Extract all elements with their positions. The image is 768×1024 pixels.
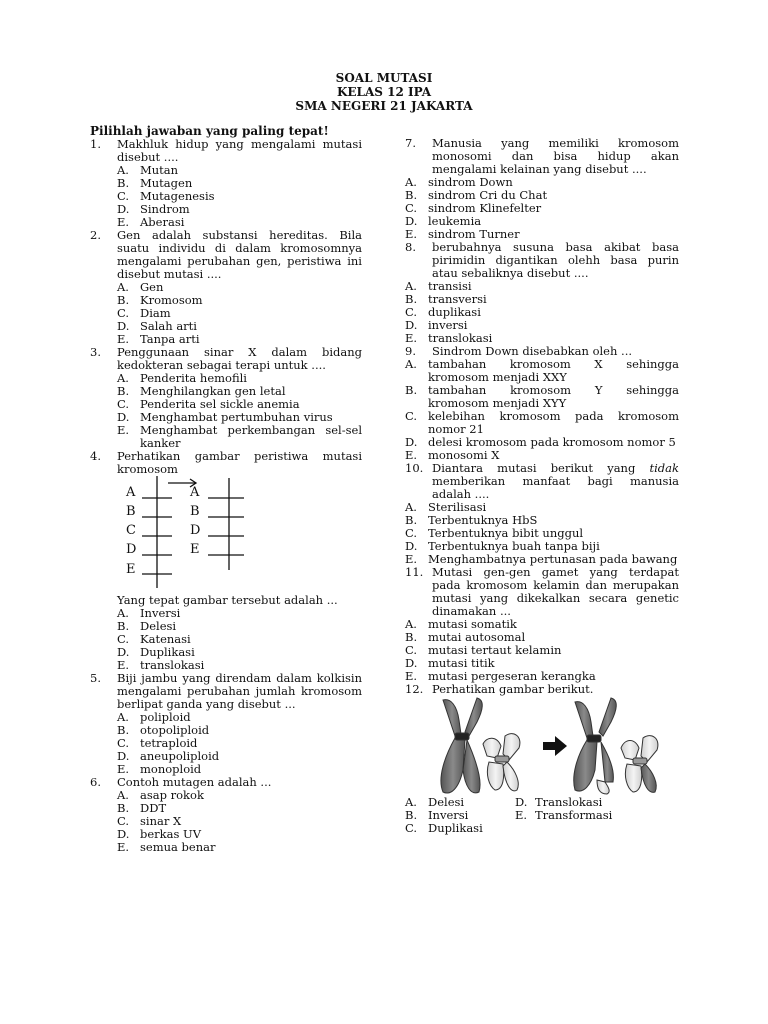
option-text: Terbentuknya HbS [428, 513, 538, 527]
option-text: sindrom Cri du Chat [428, 188, 548, 202]
option[interactable] [405, 384, 679, 410]
option-text: Menghambatnya pertunasan pada bawang [428, 552, 678, 566]
option[interactable] [405, 822, 515, 835]
option-text: Mutagen [140, 176, 193, 190]
option-letter: B. [405, 188, 418, 202]
option[interactable] [117, 841, 362, 854]
option-text: Tanpa arti [140, 332, 200, 346]
option-letter: B. [405, 292, 418, 306]
option-letter: E. [117, 840, 130, 854]
option-text: sindrom Klinefelter [428, 201, 542, 215]
header-class: KELAS 12 IPA [336, 85, 432, 99]
question-number: 5. [90, 671, 101, 685]
question-text: Gen adalah substansi hereditas. Bila suatu individu di dalam kromosomnya mengalami perubahan gen, peristiwa ini disebut mutasi .... [117, 228, 362, 281]
right-column [405, 125, 679, 835]
option-text: mutasi pergeseran kerangka [428, 669, 596, 683]
question-5-options [90, 711, 362, 776]
option-text: Duplikasi [428, 821, 483, 835]
option-text: Penderita sel sickle anemia [140, 397, 300, 411]
question-number: 9. [405, 344, 416, 358]
option-text: kelebihan kromosom pada kromosom nomor 21 [428, 409, 679, 436]
chromosome-mutation-diagram [112, 476, 252, 594]
question-text: Sindrom Down disebabkan oleh ... [432, 344, 633, 358]
option-letter: C. [405, 409, 418, 423]
option-letter: E. [405, 448, 418, 462]
option-letter: B. [405, 383, 418, 397]
option-text: tambahan kromosom X sehingga kromosom menjadi XXY [428, 357, 679, 384]
option-letter: E. [117, 658, 130, 672]
question-text: Makhluk hidup yang mengalami mutasi disebut .... [117, 137, 362, 164]
figure-label: A [126, 485, 136, 500]
question-text: Biji jambu yang direndam dalam kolkisin mengalami perubahan jumlah kromosom berlipat ganda yang disebut ... [117, 671, 362, 711]
header-title: SOAL MUTASI [335, 71, 433, 85]
option-letter: D. [117, 319, 130, 333]
options-col-2 [515, 796, 645, 835]
option[interactable] [405, 358, 679, 384]
option-letter: D. [405, 539, 418, 553]
option-text: translokasi [140, 658, 205, 672]
question-text-part: Diantara mutasi berikut yang [432, 461, 650, 475]
question-number: 12. [405, 682, 424, 696]
option-letter: C. [405, 201, 418, 215]
option-text: DDT [140, 801, 167, 815]
figure-label: A [190, 485, 200, 500]
option-text: Inversi [140, 606, 181, 620]
question-text: Contoh mutagen adalah ... [117, 775, 272, 789]
question-11 [405, 566, 679, 618]
option-text: Penderita hemofili [140, 371, 247, 385]
option-letter: B. [117, 723, 130, 737]
option-letter: E. [117, 423, 130, 437]
question-7-options [405, 176, 679, 241]
left-column [90, 125, 362, 854]
question-3-options [90, 372, 362, 450]
option-text: Gen [140, 280, 164, 294]
option-text: sindrom Down [428, 175, 513, 189]
option-text: Translokasi [535, 795, 603, 809]
question-4 [90, 450, 362, 476]
question-4-after [90, 594, 362, 607]
question-number: 7. [405, 136, 416, 150]
question-number: 2. [90, 228, 101, 242]
question-number: 4. [90, 449, 101, 463]
option-letter: A. [405, 175, 417, 189]
chromosome-translocation-figure [425, 696, 679, 796]
option[interactable] [405, 410, 679, 436]
option-text: Delesi [428, 795, 465, 809]
figure-label: E [126, 562, 136, 577]
option-letter: E. [405, 669, 418, 683]
option-text: tetraploid [140, 736, 198, 750]
option-letter: C. [405, 643, 418, 657]
option-text: Duplikasi [140, 645, 195, 659]
option-text: leukemia [428, 214, 482, 228]
question-text: Penggunaan sinar X dalam bidang kedokteran sebagai terapi untuk .... [117, 345, 362, 372]
question-8-options [405, 280, 679, 345]
question-3 [90, 346, 362, 372]
option-text: Mutagenesis [140, 189, 215, 203]
option-text: tambahan kromosom Y sehingga kromosom menjadi XYY [428, 383, 679, 410]
option-letter: B. [117, 619, 130, 633]
question-1-options [90, 164, 362, 229]
question-2 [90, 229, 362, 281]
option-letter: A. [117, 371, 129, 385]
option-letter: D. [405, 214, 418, 228]
option-text: poliploid [140, 710, 191, 724]
option-letter: A. [405, 357, 417, 371]
instruction: Pilihlah jawaban yang paling tepat! [90, 124, 329, 138]
figure-label: D [190, 523, 201, 538]
option-text: Delesi [140, 619, 177, 633]
option-text: semua benar [140, 840, 216, 854]
question-number: 3. [90, 345, 101, 359]
question-6 [90, 776, 362, 789]
option-letter: A. [117, 606, 129, 620]
question-number: 11. [405, 565, 424, 579]
figure-label: E [190, 542, 200, 557]
option-text: inversi [428, 318, 468, 332]
option-letter: D. [515, 795, 528, 809]
option-letter: D. [405, 656, 418, 670]
option-text: Salah arti [140, 319, 197, 333]
figure-label: B [190, 504, 200, 519]
option-letter: D. [117, 202, 130, 216]
question-12 [405, 683, 679, 696]
option-text: transisi [428, 279, 472, 293]
worksheet-header [0, 71, 768, 113]
option-letter: C. [117, 632, 130, 646]
option-letter: A. [405, 500, 417, 514]
question-number: 6. [90, 775, 101, 789]
options-col-1 [405, 796, 515, 835]
option-letter: A. [405, 617, 417, 631]
question-number: 1. [90, 137, 101, 151]
figure-label: B [126, 504, 136, 519]
option-letter: A. [117, 788, 129, 802]
question-text [432, 462, 679, 501]
option-text: Terbentuknya bibit unggul [428, 526, 584, 540]
option-letter: C. [405, 821, 418, 835]
question-6-options [90, 789, 362, 854]
question-text: Mutasi gen-gen gamet yang terdapat pada kromosom kelamin dan merupakan mutasi yang dikekalkan secara genetic dinamakan ... [432, 565, 679, 618]
option-letter: D. [117, 645, 130, 659]
option-text: Mutan [140, 163, 179, 177]
option-text: otopoliploid [140, 723, 210, 737]
option-letter: A. [117, 710, 129, 724]
option-letter: B. [117, 801, 130, 815]
question-number: 8. [405, 240, 416, 254]
option-letter: E. [405, 331, 418, 345]
question-8 [405, 241, 679, 280]
option-letter: D. [117, 749, 130, 763]
question-text: Yang tepat gambar tersebut adalah ... [117, 593, 338, 607]
option-text: monoploid [140, 762, 202, 776]
option-text: Terbentuknya buah tanpa biji [428, 539, 600, 553]
question-11-options [405, 618, 679, 683]
option-text: monosomi X [428, 448, 500, 462]
option-text: sindrom Turner [428, 227, 520, 241]
option-letter: E. [117, 332, 130, 346]
option-letter: E. [405, 552, 418, 566]
option-letter: E. [515, 808, 528, 822]
option-text: Transformasi [535, 808, 613, 822]
option-letter: C. [117, 814, 130, 828]
option-text: aneupoliploid [140, 749, 220, 763]
question-10-options [405, 501, 679, 566]
option-text: Inversi [428, 808, 469, 822]
question-text: Perhatikan gambar peristiwa mutasi kromosom [117, 449, 362, 476]
option-letter: D. [405, 318, 418, 332]
chromosome-mutation-figure [112, 476, 362, 594]
option-text: berkas UV [140, 827, 202, 841]
question-10 [405, 462, 679, 501]
option-letter: A. [117, 163, 129, 177]
chromosome-translocation-diagram [425, 696, 685, 796]
question-text: Manusia yang memiliki kromosom monosomi dan bisa hidup akan mengalami kelainan yang disebut .... [432, 136, 679, 176]
option-text: Menghilangkan gen letal [140, 384, 286, 398]
question-7 [405, 137, 679, 176]
option-letter: D. [117, 827, 130, 841]
question-5 [90, 672, 362, 711]
option-letter: A. [405, 279, 417, 293]
option-text: duplikasi [428, 305, 481, 319]
figure-label: D [126, 542, 137, 557]
option-letter: B. [117, 176, 130, 190]
option-text: delesi kromosom pada kromosom nomor 5 [428, 435, 676, 449]
option-text: asap rokok [140, 788, 204, 802]
option-text: translokasi [428, 331, 493, 345]
option-letter: D. [405, 435, 418, 449]
question-text-part: memberikan manfaat bagi manusia adalah .... [432, 474, 679, 501]
option-text: Aberasi [140, 215, 185, 229]
option-text: mutasi somatik [428, 617, 517, 631]
option-text: transversi [428, 292, 487, 306]
option-letter: A. [405, 795, 417, 809]
option-letter: C. [405, 526, 418, 540]
option-letter: A. [117, 280, 129, 294]
option-text: Diam [140, 306, 171, 320]
option-letter: B. [117, 293, 130, 307]
question-text: berubahnya susuna basa akibat basa pirimidin digantikan olehh basa purin atau sebaliknya disebut .... [432, 240, 679, 280]
option-text: sinar X [140, 814, 182, 828]
option-letter: E. [405, 227, 418, 241]
option-text: Kromosom [140, 293, 203, 307]
option[interactable] [515, 809, 645, 822]
question-number: 10. [405, 461, 424, 475]
option-text: Sterilisasi [428, 500, 487, 514]
option-letter: C. [117, 736, 130, 750]
header-school: SMA NEGERI 21 JAKARTA [295, 99, 473, 113]
question-2-options [90, 281, 362, 346]
option-letter: B. [405, 808, 418, 822]
option-letter: E. [117, 762, 130, 776]
option-text: Sindrom [140, 202, 190, 216]
question-4-options [90, 607, 362, 672]
option-letter: E. [117, 215, 130, 229]
question-1 [90, 138, 362, 164]
question-12-options [405, 796, 679, 835]
option-text: mutasi titik [428, 656, 495, 670]
option-letter: D. [117, 410, 130, 424]
option-text: mutai autosomal [428, 630, 526, 644]
option-text: Menghambat perkembangan sel-sel kanker [140, 423, 362, 450]
option-letter: C. [117, 189, 130, 203]
option-letter: C. [117, 397, 130, 411]
figure-label: C [126, 523, 136, 538]
question-9-options [405, 358, 679, 462]
option-text: mutasi tertaut kelamin [428, 643, 562, 657]
option-letter: B. [405, 513, 418, 527]
question-text: Perhatikan gambar berikut. [432, 682, 594, 696]
option-text: Menghambat pertumbuhan virus [140, 410, 333, 424]
option-letter: C. [117, 306, 130, 320]
option-letter: C. [405, 305, 418, 319]
option-text: Katenasi [140, 632, 191, 646]
option-letter: B. [405, 630, 418, 644]
question-text-emphasis: tidak [649, 461, 679, 475]
option[interactable] [117, 424, 362, 450]
option-letter: B. [117, 384, 130, 398]
